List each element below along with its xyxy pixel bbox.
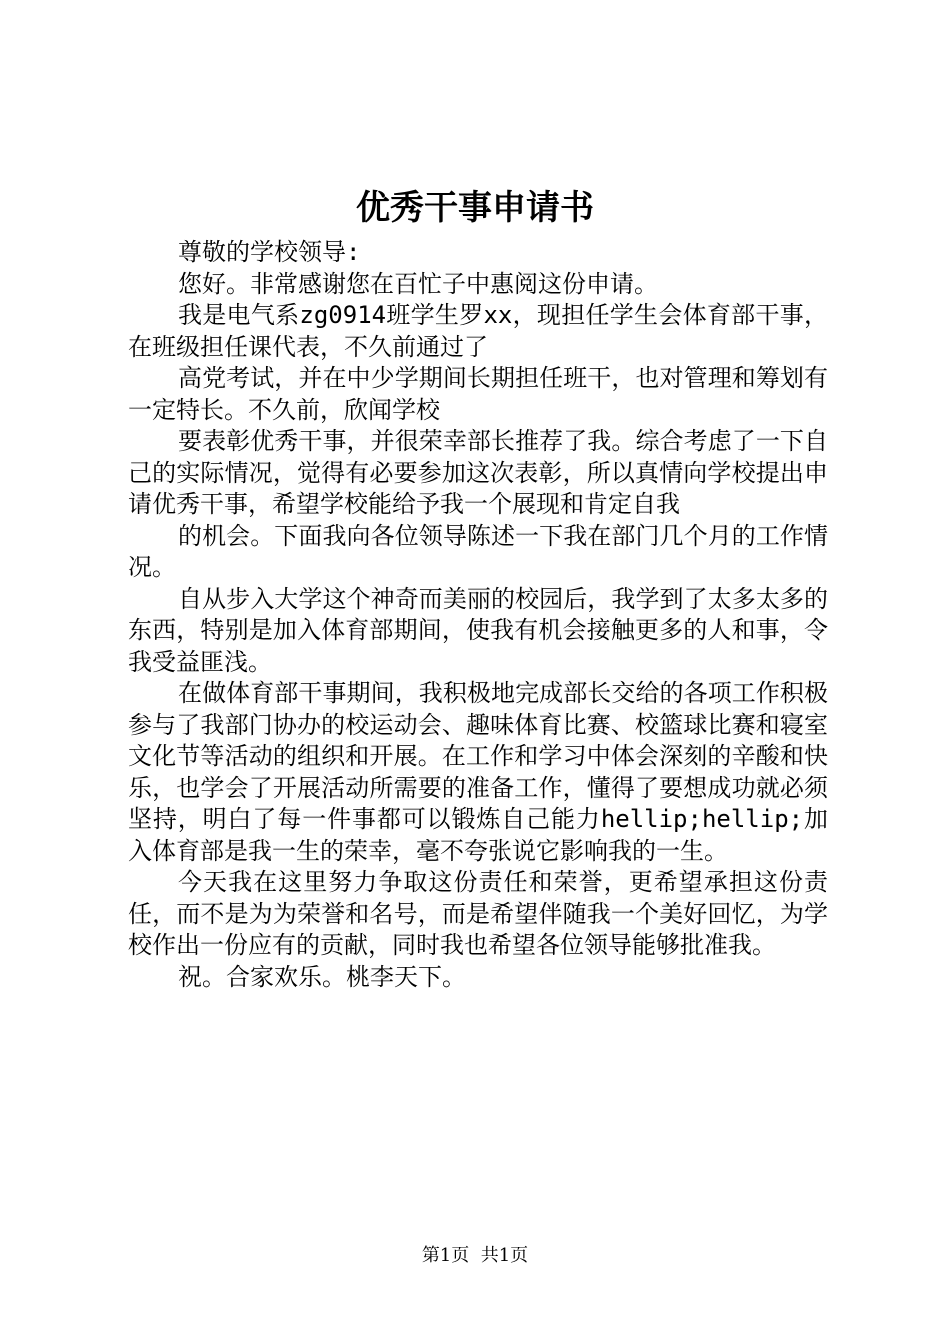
paragraph-background: 高党考试，并在中少学期间长期担任班干，也对管理和筹划有一定特长。不久前，欣闻学校 (128, 364, 828, 424)
paragraph-salutation: 尊敬的学校领导: (178, 238, 361, 266)
document-title: 优秀干事申请书 (356, 188, 594, 228)
paragraph-experience: 自从步入大学这个神奇而美丽的校园后，我学到了太多太多的东西，特别是加入体育部期间，使我有机会接触更多的人和事，令我受益匪浅。 (128, 584, 828, 676)
document-body (128, 237, 828, 993)
paragraph-closing: 今天我在这里努力争取这份责任和荣誉，更希望承担这份责任，而不是为为荣誉和名号，而是希望伴随我一个美好回忆，为学校作出一份应有的贡献，同时我也希望各位领导能够批准我。 (128, 868, 828, 959)
paragraph-blessing: 祝。合家欢乐。桃李天下。 (178, 962, 466, 991)
page-footer (0, 1244, 950, 1268)
paragraph-greeting: 您好。非常感谢您在百忙子中惠阅这份申请。 (178, 269, 658, 298)
page-number: 第1页 共1页 (421, 1245, 529, 1266)
paragraph-application: 要表彰优秀干事，并很荣幸部长推荐了我。综合考虑了一下自己的实际情况，觉得有必要参加这次表彰，所以真情向学校提出申请优秀干事，希望学校能给予我一个展现和肯定自我 (128, 427, 828, 518)
paragraph-work-details: 在做体育部干事期间，我积极地完成部长交给的各项工作积极参与了我部门协办的校运动会、趣味体育比赛、校篮球比赛和寝室文化节等活动的组织和开展。在工作和学习中体会深刻的辛酸和快乐，也学会了开展活动所需要的准备工作，懂得了要想成功就必须坚持，明白了每一件事都可以锻炼自己能力hellip;hellip;加入体育部是我一生的荣幸，毫不夸张说它影响我的一生。 (128, 679, 828, 865)
paragraph-introduction: 我是电气系zg0914班学生罗xx，现担任学生会体育部干事，在班级担任课代表，不久前通过了 (128, 301, 828, 361)
paragraph-overview: 的机会。下面我向各位领导陈述一下我在部门几个月的工作情况。 (128, 521, 828, 581)
